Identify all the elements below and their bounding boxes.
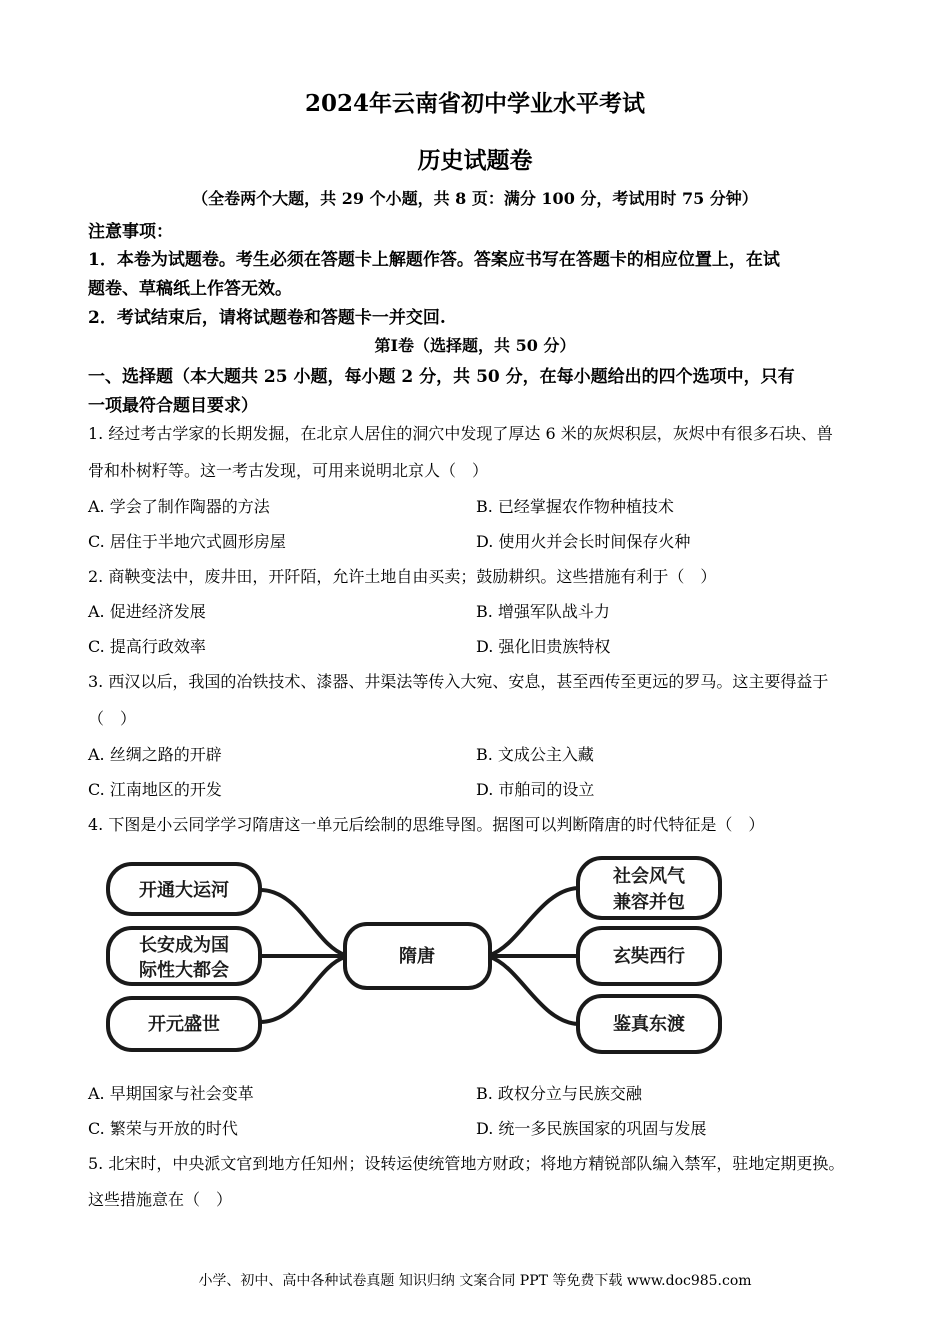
question-4-option-d: D. 统一多民族国家的巩固与发展 (476, 1119, 707, 1138)
exam-subtitle: 历史试题卷 (417, 147, 533, 174)
question-5-stem-line-1: 5. 北宋时，中央派文官到地方任知州；设转运使统管地方财政；将地方精锐部队编入禁军，驻地定期更换。 (88, 1154, 845, 1173)
notes-item-1-line-1: 1．本卷为试题卷。考生必须在答题卡上解题作答。答案应书写在答题卡的相应位置上，在试 (88, 250, 780, 270)
question-2-option-a: A. 促进经济发展 (88, 602, 206, 621)
question-2-option-b: B. 增强军队战斗力 (476, 602, 610, 621)
mind-map-connector-left-bottom (260, 957, 345, 1022)
question-2-option-d: D. 强化旧贵族特权 (476, 637, 611, 656)
mind-map-right-bottom-text: 鉴真东渡 (613, 1014, 685, 1035)
mind-map-right-top-text-line-2: 兼容并包 (613, 892, 685, 913)
question-4-option-a: A. 早期国家与社会变革 (88, 1084, 254, 1103)
question-3-stem-line-2: （ ） (88, 709, 137, 728)
question-3-option-d: D. 市舶司的设立 (476, 780, 595, 799)
mind-map-connector-right-top (490, 888, 578, 955)
notes-item-1-line-2: 题卷、草稿纸上作答无效。 (88, 279, 292, 299)
mind-map-connector-right-bottom (490, 957, 578, 1024)
question-1-option-b: B. 已经掌握农作物种植技术 (476, 497, 674, 516)
mind-map-connector-left-top (260, 890, 345, 955)
question-1-stem-line-2: 骨和朴树籽等。这一考古发现，可用来说明北京人（ ） (88, 461, 489, 480)
question-2-option-c: C. 提高行政效率 (88, 637, 206, 656)
mind-map-left-mid-text-line-2: 际性大都会 (139, 960, 229, 981)
question-5-stem-line-2: 这些措施意在（ ） (88, 1190, 233, 1209)
part-title: 第Ⅰ卷（选择题，共 50 分） (374, 336, 576, 355)
question-3-option-a: A. 丝绸之路的开辟 (88, 745, 222, 764)
section-heading-line-2: 一项最符合题目要求） (88, 396, 258, 416)
mind-map-right-top-text-line-1: 社会风气 (613, 866, 685, 887)
question-1-stem-line-1: 1. 经过考古学家的长期发掘，在北京人居住的洞穴中发现了厚达 6 米的灰烬积层，灰烬中有很多石块、兽 (88, 424, 833, 443)
mind-map-left-mid-text-line-1: 长安成为国 (139, 935, 229, 956)
question-1-option-a: A. 学会了制作陶器的方法 (88, 497, 270, 516)
question-3-option-b: B. 文成公主入藏 (476, 745, 594, 764)
sui-tang-mind-map (100, 850, 740, 1062)
mind-map-right-mid-text: 玄奘西行 (613, 946, 685, 967)
page-footer: 小学、初中、高中各种试卷真题 知识归纳 文案合同 PPT 等免费下载 www.doc985.com (198, 1273, 752, 1289)
exam-info: （全卷两个大题，共 29 个小题，共 8 页：满分 100 分，考试用时 75 分钟） (192, 189, 758, 208)
mind-map-left-top-text: 开通大运河 (139, 880, 229, 901)
question-4-option-c: C. 繁荣与开放的时代 (88, 1119, 238, 1138)
mind-map-left-bottom-text: 开元盛世 (148, 1014, 220, 1035)
question-1-option-d: D. 使用火并会长时间保存火种 (476, 532, 691, 551)
notes-item-2: 2．考试结束后，请将试题卷和答题卡一并交回. (88, 308, 446, 328)
notes-heading: 注意事项： (88, 222, 173, 242)
exam-title: 2024年云南省初中学业水平考试 (304, 90, 645, 117)
question-4-option-b: B. 政权分立与民族交融 (476, 1084, 642, 1103)
question-2-stem: 2. 商鞅变法中，废井田，开阡陌，允许土地自由买卖；鼓励耕织。这些措施有利于（ ） (88, 567, 717, 586)
section-heading-line-1: 一、选择题（本大题共 25 小题，每小题 2 分，共 50 分，在每小题给出的四个选项中，只有 (88, 367, 795, 387)
question-1-option-c: C. 居住于半地穴式圆形房屋 (88, 532, 286, 551)
question-4-stem: 4. 下图是小云同学学习隋唐这一单元后绘制的思维导图。据图可以判断隋唐的时代特征是（ ） (88, 815, 765, 834)
question-3-stem-line-1: 3. 西汉以后，我国的冶铁技术、漆器、井渠法等传入大宛、安息，甚至西传至更远的罗马。这主要得益于 (88, 672, 829, 691)
mind-map-center-text: 隋唐 (399, 946, 435, 967)
question-3-option-c: C. 江南地区的开发 (88, 780, 222, 799)
